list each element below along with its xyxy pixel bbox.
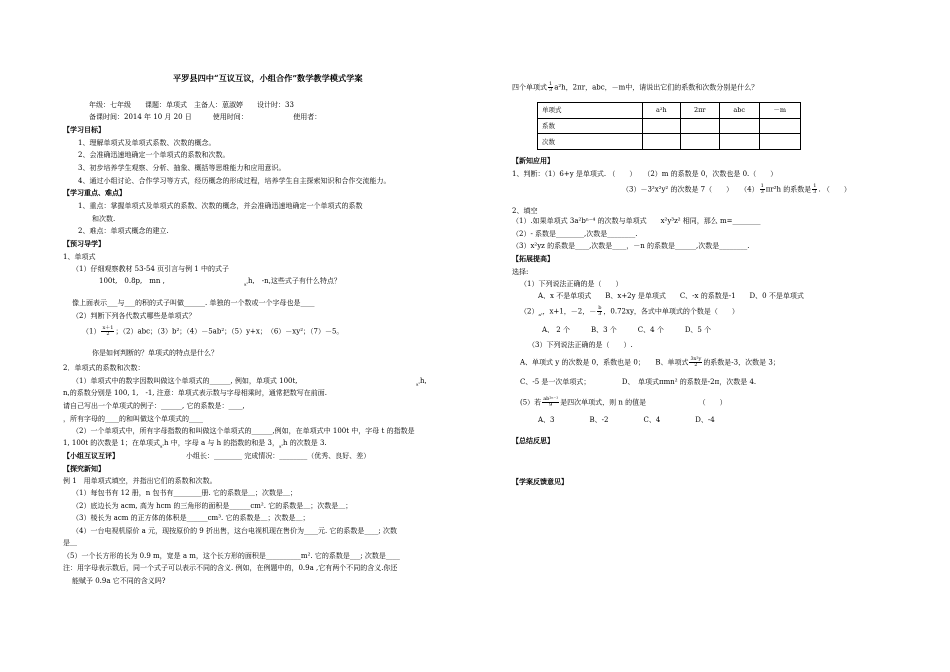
extension-line: [520, 306, 739, 317]
explore-line: 注：用字母表示数后，同一个式子可以表示不同的含义. 例如，在例题中的，0.9a ,它有两个不同的含义.你还: [63, 564, 398, 572]
heading-goals: 【学习目标】: [63, 125, 105, 134]
table-row: [538, 134, 801, 150]
table-cell[interactable]: [759, 134, 801, 150]
fraction-expression: $\frac{1}{3}$: [760, 183, 764, 195]
fraction-expression: $\frac{\text{ab²ⁿ⁻¹}}{9}$: [543, 396, 559, 408]
preview-line: [82, 326, 343, 337]
fraction-expression: a²: [244, 281, 248, 287]
extension-line: A、3 B、-2 C、4 D、-4: [538, 416, 715, 424]
apply-line: [622, 184, 851, 195]
preview-text: h,: [420, 377, 427, 385]
extension-line: （1）下列说法正确的是（ ）: [520, 280, 623, 288]
extension-text: C、-5 是一次单项式； D、 单项式: [520, 378, 660, 386]
extension-text: πmn² 的系数是-2π，次数是 4.: [659, 378, 757, 386]
fraction-expression: a²: [278, 443, 283, 449]
preview-line: n,的系数分别是 100, 1, -1, 注意：单项式表示数与字母相乘时，通常把数写在前面.: [63, 389, 327, 397]
explore-line: （4）一台电视机原价 a 元，现按原价的 9 折出售，这台电视机现在售价为____元. 它的系数是____; 次数: [72, 527, 398, 535]
fraction-expression: $\frac{b}{3}$: [598, 305, 602, 317]
table-cell[interactable]: [759, 118, 801, 134]
explore-line: 能赋予 0.9a 它不同的含义吗?: [72, 577, 166, 585]
fraction-expression: $\frac{x+1}{2}$: [102, 325, 114, 337]
fraction-expression: $\frac{1}{3}$: [813, 183, 817, 195]
heading-feedback: 【学案反馈意见】: [512, 477, 568, 486]
preview-line: 1、单项式: [63, 253, 96, 261]
table-cell: 次数: [538, 134, 643, 150]
apply-line: （2）- 系数是________,次数是________.: [512, 230, 638, 238]
preview-text: h 的次数是 3.: [282, 439, 327, 447]
heading-preview: 【预习导学】: [63, 239, 105, 248]
preview-line: ，所有字母的____的和叫做这个单项式的____: [63, 415, 203, 423]
extension-text: (5）若: [520, 398, 542, 407]
preview-line: 请自己写出一个单项式的例子：______, 它的系数是：____,: [63, 402, 245, 410]
extension-line: 选择:: [512, 268, 529, 276]
extension-line: [520, 378, 756, 387]
preview-line: （1）单项式中的数字因数叫做这个单项式的______, 例如，单项式 100t,: [72, 377, 298, 385]
question-text: a²h，2πr，abc，－m中，请说出它们的系数和次数分别是什么？: [554, 83, 759, 92]
extension-text: ，x+1，－2，－: [542, 307, 597, 316]
goal-1: 1、理解单项式及单项式系数、次数的概念。: [78, 139, 216, 147]
heading-apply: 【新知应用】: [512, 156, 554, 165]
explore-line: （2）底边长为 acm, 高为 hcm 的三角形的面积是______cm². 它的系数是＿；次数是＿；: [72, 502, 353, 510]
monomial-table: [537, 102, 801, 150]
goal-4: 4、通过小组讨论、合作学习等方式，经历概念的形成过程，培养学生自主探索知识和合作交流能力。: [78, 177, 391, 185]
extension-text: （2）: [520, 307, 539, 316]
heading-explore: 【探究新知】: [63, 464, 105, 473]
table-cell: a²h: [643, 103, 681, 119]
question-text: 四个单项式: [512, 83, 547, 92]
fraction-expression: a²: [538, 311, 543, 317]
heading-group-review: 【小组互议互评】: [63, 451, 119, 460]
preview-text: （1）: [82, 327, 101, 336]
page-title: 平罗县四中“互议互议，小组合作”数学教学模式学案: [173, 73, 363, 83]
extension-line: [520, 397, 727, 408]
apply-text: πr²h 的系数是: [765, 185, 812, 194]
fraction-expression: a²: [159, 443, 164, 449]
apply-text: （3）－3²x²y² 的次数是 7（ ） （4）: [622, 185, 759, 194]
table-cell[interactable]: [719, 134, 759, 150]
table-row: [538, 103, 801, 119]
explore-line: （5）一个长方形的长为 0.9 m，宽是 a m，这个长方形的面积是__________m². 它的系数是___; 次数是____: [63, 552, 400, 560]
table-cell[interactable]: [719, 118, 759, 134]
preview-text: h, -n,这些式子有什么特点？: [248, 277, 341, 285]
table-cell: 单项式: [538, 103, 643, 119]
extension-text: 的系数是-3，次数是 3；: [703, 358, 780, 367]
apply-line: （1）.如果单项式 3a²bⁿ⁻⁴ 的次数与单项式 x²y³z² 相同，那么 m=________: [512, 217, 761, 225]
explore-line: （1）每包书有 12 册，n 包书有________册. 它的系数是＿；次数是＿；: [72, 489, 297, 497]
extension-line: A、 2 个 B、3 个 C、4 个 D、5 个: [542, 326, 712, 334]
preview-line: [63, 439, 327, 448]
table-cell[interactable]: [643, 134, 681, 150]
key-point-1: 1、重点：掌握单项式及单项式的系数、次数的概念，并会准确迅速地确定一个单项式的系数: [78, 202, 363, 210]
preview-line: [416, 377, 427, 386]
preview-text: 1, 100t 的次数是 1；在单项式: [63, 439, 160, 447]
extension-text: ，0.72xy，各式中单项式的个数是（ ）: [603, 307, 739, 316]
goal-3: 3、初步培养学生观察、分析、抽象、概括等思维能力和应用意识。: [78, 164, 286, 172]
extension-line: [520, 357, 780, 368]
goal-2: 2、会准确迅速地确定一个单项式的系数和次数。: [78, 151, 230, 159]
fraction-expression: $\frac{1}{3}$: [549, 81, 553, 93]
table-cell: abc: [719, 103, 759, 119]
monomial-question: [512, 82, 758, 93]
extension-text: 是四次单项式，则 n 的值是 （ ）: [560, 398, 727, 407]
preview-line: 100t, 0.8p, mn ,: [99, 277, 165, 285]
heading-extension: 【拓展提高】: [512, 254, 554, 263]
preview-line: 像上面表示___与___的积的式子叫做______. 单独的一个数或一个字母也是____: [72, 299, 315, 307]
extension-text: A、单项式 y 的次数是 0，系数也是 0； B、单项式: [520, 358, 689, 367]
fraction-expression: a²: [416, 381, 420, 387]
extension-line: （3）下列说法正确的是（ ）.: [528, 341, 633, 349]
meta-line-2: 备课时间：2014 年 10 月 20 日 使用时间： 使用者：: [89, 113, 322, 121]
table-cell: 2πr: [680, 103, 719, 119]
extension-line: A、x 不是单项式 B、x+2y 是单项式 C、-x 的系数是-1 D、0 不是单项式: [538, 292, 804, 300]
explore-line: 是＿: [63, 539, 77, 547]
table-cell[interactable]: [680, 134, 719, 150]
table-cell: 系数: [538, 118, 643, 134]
group-review-line: 小组长：________ 完成情况：________（优秀、良好、差）: [186, 452, 371, 460]
preview-text: h 中，字母 a 与 h 的指数的和是 3，: [163, 439, 279, 447]
preview-line: （2）一个单项式中，所有字母指数的和叫做这个单项式的______,例如，在单项式中 100t 中，字母 t 的指数是: [72, 427, 415, 435]
table-row: [538, 118, 801, 134]
key-point-1-cont: 和次数.: [92, 215, 116, 223]
preview-text: ；（2）abc；（3）b²；（4）－5ab²；（5）y+x； （6）－xy²；（7）－5。: [115, 327, 344, 336]
preview-line: （1）仔细观察教材 53-54 页引言与例 1 中的式子: [72, 265, 229, 273]
explore-line: 例 1 用单项式填空，并指出它们的系数和次数。: [63, 477, 217, 485]
preview-line: 2．单项式的系数和次数：: [63, 364, 145, 372]
preview-line: 你是如何判断的？单项式的特点是什么？: [92, 349, 218, 357]
apply-line: 2、填空: [512, 207, 538, 215]
apply-line: 1、判断：（1）6+y 是单项式. （ ） （2）m 的系数是 0，次数也是 0.（ ）: [512, 170, 778, 178]
preview-line: [244, 277, 341, 286]
heading-key-points: 【学习重点、难点】: [63, 188, 126, 197]
apply-text: . （ ）: [818, 185, 851, 194]
preview-line: （2）判断下列各代数式哪些是单项式？: [72, 312, 196, 320]
table-cell: －m: [759, 103, 801, 119]
explore-line: （3）棱长为 acm 的正方体的体积是______cm³. 它的系数是＿；次数是＿；: [72, 514, 310, 522]
fraction-expression: $\frac{\text{3x²y}}{2}$: [690, 356, 702, 368]
apply-line: （3）x²yz 的系数是____,次数是____，－n 的系数是______,次数是________.: [512, 242, 750, 250]
table-cell[interactable]: [643, 118, 681, 134]
meta-line-1: 年级：七年级 课题：单项式 主备人：葸淑婷 设计时：33: [89, 101, 294, 109]
heading-summary: 【总结反思】: [512, 436, 554, 445]
table-cell[interactable]: [680, 118, 719, 134]
key-point-2: 2、难点：单项式概念的建立.: [78, 227, 169, 235]
